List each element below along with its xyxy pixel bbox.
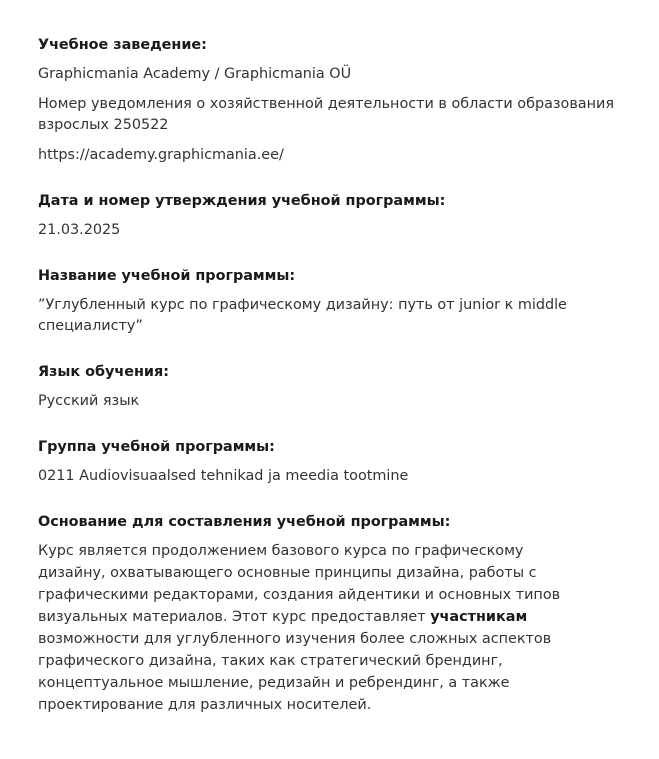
- basis-text-before-bold: Курс является продолжением базового курса по графическому дизайну, охватывающего основные принципы дизайна, работы с графическими редакторами, создания айдентики и основных типов визуальных материалов. Этот курс предоставляет: [38, 543, 561, 626]
- section-institution: [38, 36, 618, 166]
- basis-text-after-bold: возможности для углубленного изучения более сложных аспектов графического дизайна, таких как стратегический брендинг, концептуальное мышление, редизайн и ребрендинг, а также проектирование для различных носителей.: [38, 630, 552, 713]
- section-basis: [38, 513, 618, 716]
- institution-name: Graphicmania Academy / Graphicmania OÜ: [38, 66, 352, 83]
- section-approval: [38, 192, 618, 241]
- basis-bold-word: участникам: [430, 609, 528, 626]
- section-program-title: [38, 267, 618, 337]
- institution-website-url[interactable]: https://academy.graphicmania.ee/: [38, 147, 284, 164]
- approval-date: 21.03.2025: [38, 222, 121, 239]
- institution-notification-number: Номер уведомления о хозяйственной деятельности в области образования взрослых 250522: [38, 96, 614, 134]
- program-title-heading: Название учебной программы:: [38, 268, 296, 285]
- group-heading: Группа учебной программы:: [38, 439, 275, 456]
- program-title-value: ”Углубленный курс по графическому дизайну: путь от junior к middle специалисту”: [38, 297, 567, 335]
- basis-heading: Основание для составления учебной программы:: [38, 514, 451, 531]
- group-value: 0211 Audiovisuaalsed tehnikad ja meedia tootmine: [38, 468, 409, 485]
- language-heading: Язык обучения:: [38, 364, 169, 381]
- section-group: [38, 438, 618, 487]
- basis-paragraph: [38, 541, 594, 716]
- section-language: [38, 363, 618, 412]
- approval-heading: Дата и номер утверждения учебной программы:: [38, 193, 446, 210]
- language-value: Русский язык: [38, 393, 140, 410]
- institution-heading: Учебное заведение:: [38, 37, 207, 53]
